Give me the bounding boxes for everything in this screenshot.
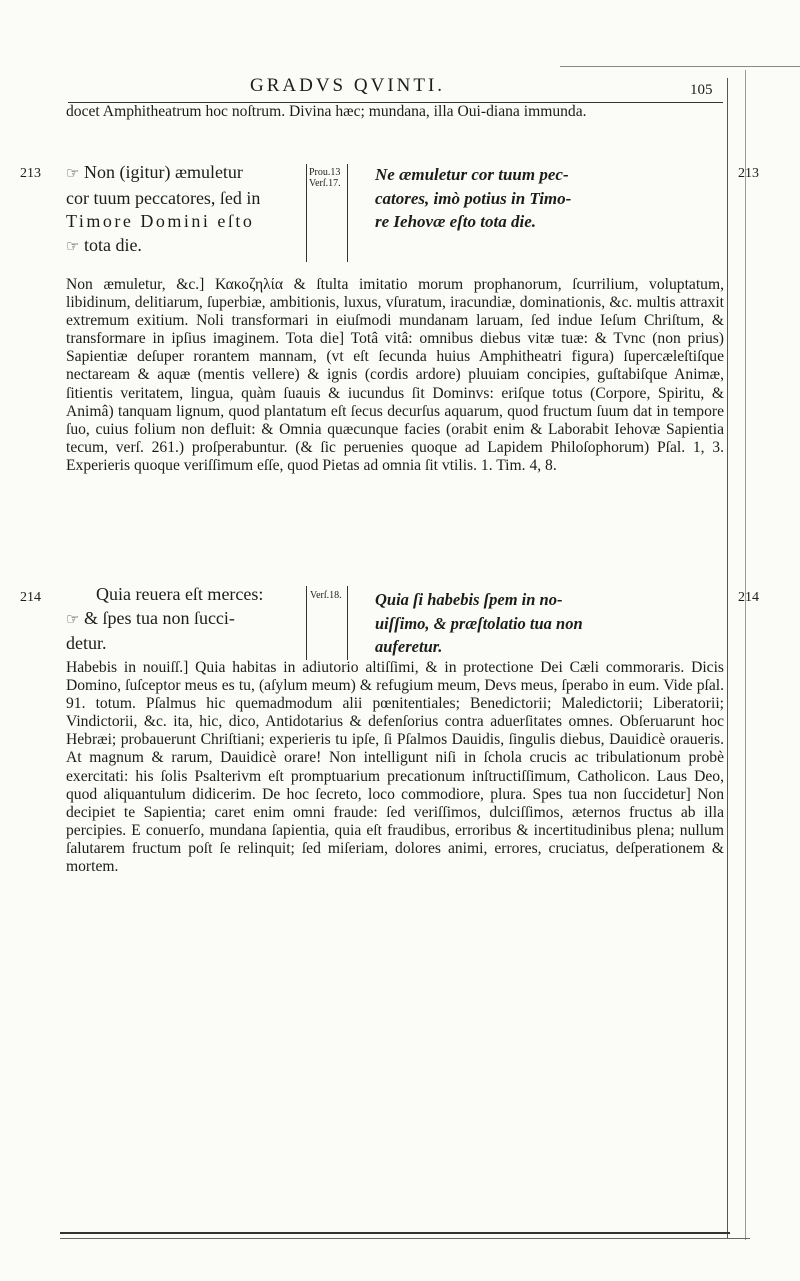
verse-reference bbox=[309, 167, 341, 189]
pointing-hand-icon: ☞ bbox=[66, 238, 80, 255]
page-edge bbox=[560, 66, 800, 67]
page-edge bbox=[745, 70, 746, 1240]
pointing-hand-icon: ☞ bbox=[66, 166, 80, 182]
verse-line: cor tuum peccatores, ſed in bbox=[66, 187, 261, 208]
vulgate-verse bbox=[66, 583, 263, 656]
column-divider bbox=[347, 586, 348, 660]
hebrew-version-verse bbox=[375, 163, 571, 234]
verse-reference: Verſ.18. bbox=[310, 590, 342, 601]
margin-number-left: 213 bbox=[20, 166, 41, 181]
pointing-hand-icon: ☞ bbox=[66, 611, 80, 628]
reference-line: Prou.13 bbox=[309, 167, 341, 178]
commentary-paragraph: Habebis in nouiſſ.] Quia habitas in adiutorio altiſſimi, & in protectione Dei Cæli commoraris. Dicis Domino, ſuſceptor meus es tu, (aſylum meum) & refugium meum, Devs meus, ſperabo in eum. Vide pſal. 91. totum. Pſalmus hic quemadmodum alii pœnitentiales; Benedictorii; Maledictorii; Liberatorii; Vindictorii, &c. ita, hic, dico, Antidotarius & defenſorius contra aduerſitates omnes. Obſeruarunt hoc Hebræi; probauerunt Chriſtiani; experieris tu ipſe, ſi Pſalmos Dauidis, ſingulis diebus, Dauidicè oraueris. At magnum & rarum, Dauidicè orare! Non intelligunt niſi in ſchola crucis ac tribulationum probè exercitati: his ſolis Psalterivm eſt promptuarium precationum inſtructiſſimum, Catholicon. Laus Deo, quod aliquantulum didicerim. De hoc ſecreto, loco commodiore, plura. Spes tua non ſuccidetur] Non decipiet te Sapientia; caret enim omni fraude: ſed veriſſimos, dulciſſimos, æternos fructus ab illa percipies. E conuerſo, mundana ſapientia, quia eſt fraudibus, erroribus & incertitudinibus plena; nullum ſalutarem fructum poſt ſe relinquit; ſed miſeriam, dolores animi, errores, cruciatus, deſperationem & mortem. bbox=[66, 659, 724, 876]
column-divider bbox=[347, 164, 348, 262]
column-divider bbox=[306, 164, 307, 262]
page-edge bbox=[727, 78, 728, 1238]
verse-line: catores, imò potius in Timo- bbox=[375, 188, 572, 208]
commentary-paragraph: Non æmuletur, &c.] Κακοζηλία & ſtulta imitatio morum prophanorum, ſcurrilium, voluptatum, libidinum, delitiarum, ſuperbiæ, ambitionis, luxus, vſuratum, iracundiæ, dominationis, &c. multis attraxit extremum exitium. Noli transformari in eiuſmodi mundanam laruam, ſed indue Ieſum Chriſtum, & transformare in ipſius imaginem. Tota die] Totâ vitâ: omnibus diebus vitæ tuæ: & Tvnc (non prius) Sapientiæ deſuper rorantem mannam, (vt eſt ſecunda huius Amphitheatri figura) ſupercæleſtiſque nectaream & aquæ (mentis vellere) & ignis (cordis ardore) pluuiam concipies, guſtabiſque Animæ, ſitientis veritatem, lingua, quàm ſuauis & iucundus ſit Dominvs: eriſque totus (Corpore, Spiritu, & Animâ) tanquam lignum, quod plantatum eſt ſecus decurſus aquarum, quod fructum ſuum dat in tempore ſuo, cuius folium non defluit: & Omnia quæcunque facies (orabit enim & Laborabit Iehovæ Sapientia tecum, verſ. 261.) proſperabuntur. (& ſic peruenies quoque ad Lapidem Philoſophorum) Pſal. 1, 3. Experieris quoque veriſſimum eſſe, quod Pietas ad omnia ſit vtilis. 1. Tim. 4, 8. bbox=[66, 276, 724, 474]
verse-line: Timore Domini eſto bbox=[66, 211, 255, 231]
verse-line: detur. bbox=[66, 633, 107, 653]
margin-number-left: 214 bbox=[20, 590, 41, 605]
verse-line: Ne æmuletur cor tuum pec- bbox=[375, 165, 569, 184]
page-number: 105 bbox=[690, 82, 713, 98]
verse-line: uiſſimo, & præſtolatio tua non bbox=[375, 613, 583, 633]
verse-line: auferetur. bbox=[375, 637, 443, 656]
vulgate-verse bbox=[66, 161, 260, 259]
verse-line: Quia ſi habebis ſpem in no- bbox=[375, 590, 563, 609]
running-header: GRADVS QVINTI. bbox=[250, 75, 446, 96]
verse-line: Quia reuera eſt merces: bbox=[96, 584, 264, 604]
verse-line: Non (igitur) æmuletur bbox=[83, 162, 243, 182]
verse-line: tota die. bbox=[83, 234, 142, 255]
page-edge bbox=[60, 1238, 750, 1239]
verse-line: & ſpes tua non ſucci- bbox=[83, 607, 235, 628]
margin-number-right: 213 bbox=[738, 166, 759, 181]
reference-line: Verſ.17. bbox=[309, 178, 341, 189]
hebrew-version-verse bbox=[375, 588, 583, 659]
margin-number-right: 214 bbox=[738, 590, 759, 605]
verse-line: re Iehovæ eſto tota die. bbox=[375, 212, 536, 231]
column-divider bbox=[306, 586, 307, 660]
intro-paragraph: docet Amphitheatrum hoc noſtrum. Divina hæc; mundana, illa Oui-diana immunda. bbox=[66, 103, 587, 120]
page-edge bbox=[60, 1232, 730, 1234]
